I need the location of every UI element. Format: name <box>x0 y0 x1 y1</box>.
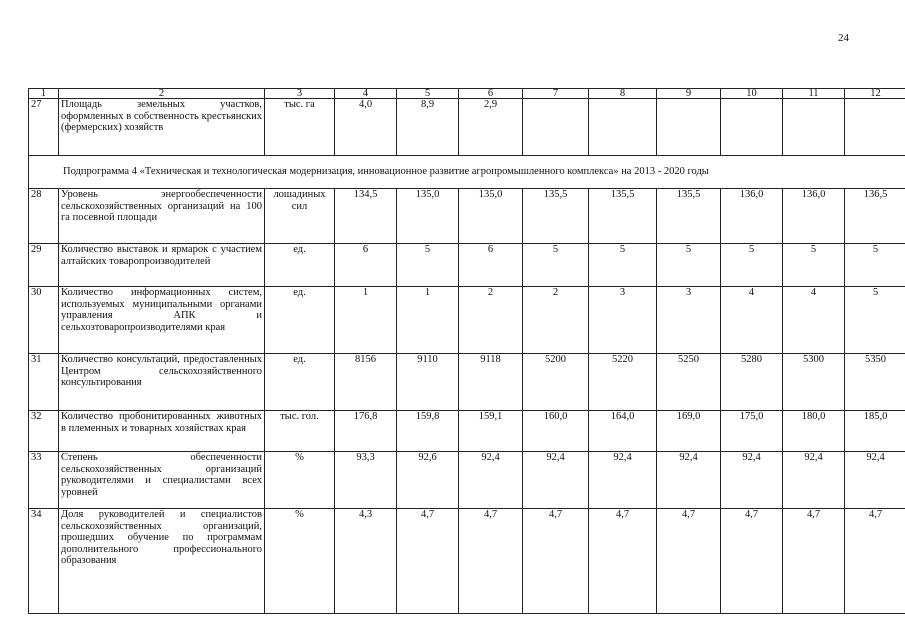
indicator-value: 6 <box>335 244 397 287</box>
indicator-value: 4,7 <box>721 509 783 614</box>
indicators-table <box>28 88 905 614</box>
indicator-value: 5 <box>845 287 905 354</box>
indicator-value: 136,0 <box>721 189 783 244</box>
indicator-value: 3 <box>589 287 657 354</box>
indicator-value: 134,5 <box>335 189 397 244</box>
indicator-number: 27 <box>29 99 59 156</box>
indicator-row <box>29 411 905 452</box>
indicator-value: 4,7 <box>657 509 721 614</box>
indicator-name: Уровень энергообеспеченности сельскохозяйственных организаций на 100 га посевной площади <box>59 189 265 244</box>
indicator-number: 28 <box>29 189 59 244</box>
indicator-value: 92,6 <box>397 452 459 509</box>
indicator-value: 135,0 <box>397 189 459 244</box>
indicator-name: Степень обеспеченности сельскохозяйственных организаций руководителями и специалистами всех уровней <box>59 452 265 509</box>
indicator-name: Доля руководителей и специалистов сельскохозяйственных организаций, прошедших обучение по программам дополнительного профессионального образования <box>59 509 265 614</box>
indicator-value: 92,4 <box>721 452 783 509</box>
indicator-value: 135,5 <box>523 189 589 244</box>
column-number-cell: 10 <box>721 89 783 99</box>
indicator-value <box>589 99 657 156</box>
indicator-value: 92,4 <box>657 452 721 509</box>
indicator-name: Количество информационных систем, используемых муниципальными органами управления АПК и сельхозтоваропроизводителями края <box>59 287 265 354</box>
indicator-unit: тыс. га <box>265 99 335 156</box>
indicator-value: 6 <box>459 244 523 287</box>
indicator-value: 1 <box>335 287 397 354</box>
indicator-value: 5220 <box>589 354 657 411</box>
indicator-value: 159,8 <box>397 411 459 452</box>
indicator-value: 169,0 <box>657 411 721 452</box>
column-number-cell: 9 <box>657 89 721 99</box>
indicator-row <box>29 189 905 244</box>
indicator-number: 34 <box>29 509 59 614</box>
indicator-row <box>29 287 905 354</box>
indicator-value: 5200 <box>523 354 589 411</box>
indicator-value: 164,0 <box>589 411 657 452</box>
indicator-value: 5 <box>589 244 657 287</box>
indicator-unit: ед. <box>265 287 335 354</box>
indicator-value: 5 <box>721 244 783 287</box>
indicator-value: 92,4 <box>783 452 845 509</box>
indicator-value: 4,7 <box>459 509 523 614</box>
indicator-number: 29 <box>29 244 59 287</box>
indicator-value: 4,7 <box>783 509 845 614</box>
indicator-value: 5280 <box>721 354 783 411</box>
indicator-value: 92,4 <box>523 452 589 509</box>
column-number-cell: 4 <box>335 89 397 99</box>
indicator-value <box>721 99 783 156</box>
indicator-value: 4,7 <box>589 509 657 614</box>
indicator-value: 135,0 <box>459 189 523 244</box>
indicator-number: 31 <box>29 354 59 411</box>
indicator-value: 5 <box>845 244 905 287</box>
indicator-name: Количество пробонитированных животных в племенных и товарных хозяйствах края <box>59 411 265 452</box>
indicator-row <box>29 354 905 411</box>
column-number-row <box>29 89 905 99</box>
indicator-value: 180,0 <box>783 411 845 452</box>
indicator-unit: % <box>265 452 335 509</box>
indicator-value: 136,0 <box>783 189 845 244</box>
indicator-value: 4,7 <box>523 509 589 614</box>
indicator-value: 136,5 <box>845 189 905 244</box>
indicator-value: 93,3 <box>335 452 397 509</box>
indicator-value: 4,0 <box>335 99 397 156</box>
column-number-cell: 5 <box>397 89 459 99</box>
indicator-unit: ед. <box>265 244 335 287</box>
indicator-value: 135,5 <box>589 189 657 244</box>
indicator-unit: лошадиных сил <box>265 189 335 244</box>
indicator-value: 4,7 <box>397 509 459 614</box>
column-number-cell: 1 <box>29 89 59 99</box>
indicator-value: 2 <box>523 287 589 354</box>
indicator-value: 5 <box>783 244 845 287</box>
indicator-value: 8,9 <box>397 99 459 156</box>
indicator-value <box>657 99 721 156</box>
indicator-value: 9118 <box>459 354 523 411</box>
indicator-row <box>29 452 905 509</box>
indicator-value <box>845 99 905 156</box>
indicator-value: 159,1 <box>459 411 523 452</box>
column-number-cell: 3 <box>265 89 335 99</box>
indicator-value: 5 <box>523 244 589 287</box>
indicator-value: 4 <box>783 287 845 354</box>
indicator-value: 9110 <box>397 354 459 411</box>
indicator-unit: ед. <box>265 354 335 411</box>
indicator-value: 5250 <box>657 354 721 411</box>
indicator-name: Количество выставок и ярмарок с участием алтайских товаропроизводителей <box>59 244 265 287</box>
indicator-value: 92,4 <box>459 452 523 509</box>
indicator-value: 5300 <box>783 354 845 411</box>
indicator-value: 5 <box>657 244 721 287</box>
indicator-value: 185,0 <box>845 411 905 452</box>
indicator-value: 1 <box>397 287 459 354</box>
column-number-cell: 12 <box>845 89 905 99</box>
page-number: 24 <box>838 32 849 44</box>
indicator-value: 92,4 <box>589 452 657 509</box>
indicator-row <box>29 509 905 614</box>
indicator-value: 4,3 <box>335 509 397 614</box>
indicator-name: Количество консультаций, предоставленных Центром сельскохозяйственного консультирования <box>59 354 265 411</box>
indicator-value: 3 <box>657 287 721 354</box>
indicator-number: 33 <box>29 452 59 509</box>
indicator-unit: % <box>265 509 335 614</box>
indicator-unit: тыс. гол. <box>265 411 335 452</box>
indicator-value <box>783 99 845 156</box>
indicator-value: 8156 <box>335 354 397 411</box>
indicator-name: Площадь земельных участков, оформленных в собственность крестьянских (фермерских) хозяйств <box>59 99 265 156</box>
indicator-value: 4 <box>721 287 783 354</box>
subprogram-title: Подпрограмма 4 «Техническая и технологическая модернизация, инновационное развитие агропромышленного комплекса» на 2013 - 2020 годы <box>29 156 905 189</box>
indicator-value: 175,0 <box>721 411 783 452</box>
indicator-row <box>29 244 905 287</box>
column-number-cell: 7 <box>523 89 589 99</box>
indicator-value: 160,0 <box>523 411 589 452</box>
indicator-value: 5 <box>397 244 459 287</box>
indicator-row <box>29 99 905 156</box>
column-number-cell: 2 <box>59 89 265 99</box>
indicator-value: 4,7 <box>845 509 905 614</box>
indicator-value: 2 <box>459 287 523 354</box>
column-number-cell: 8 <box>589 89 657 99</box>
indicator-value: 135,5 <box>657 189 721 244</box>
indicator-value: 2,9 <box>459 99 523 156</box>
subprogram-row <box>29 156 905 189</box>
column-number-cell: 6 <box>459 89 523 99</box>
indicator-value: 176,8 <box>335 411 397 452</box>
indicator-number: 30 <box>29 287 59 354</box>
indicator-value: 92,4 <box>845 452 905 509</box>
indicator-value <box>523 99 589 156</box>
indicator-number: 32 <box>29 411 59 452</box>
indicator-value: 5350 <box>845 354 905 411</box>
column-number-cell: 11 <box>783 89 845 99</box>
